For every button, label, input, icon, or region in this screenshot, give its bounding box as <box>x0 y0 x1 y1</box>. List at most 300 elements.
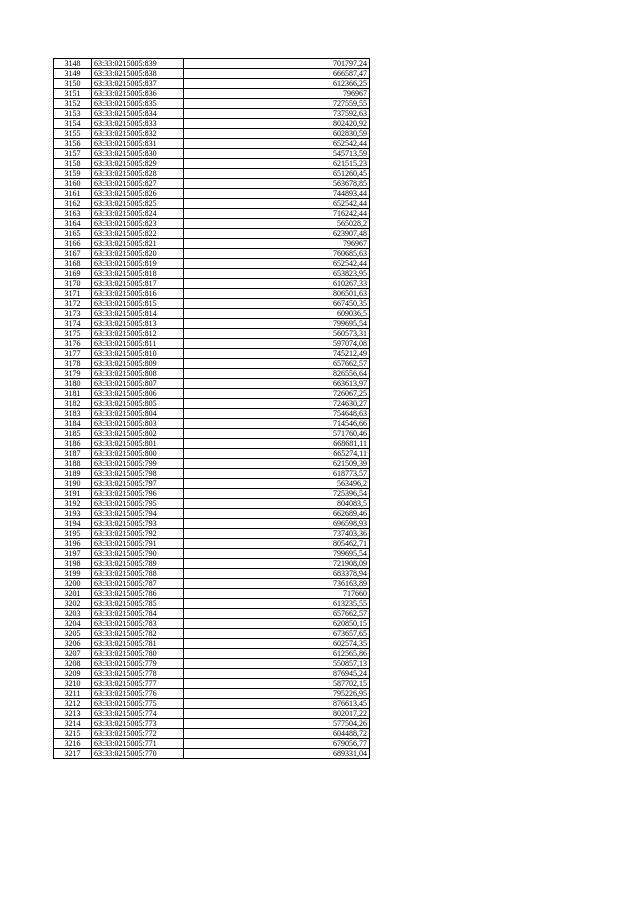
row-number-cell: 3153 <box>54 109 92 119</box>
table-row <box>54 349 370 359</box>
row-number-cell: 3179 <box>54 369 92 379</box>
row-number-cell: 3188 <box>54 459 92 469</box>
cadastral-prefix: 63:33:0215005: <box>94 379 145 388</box>
cadastral-prefix: 63:33:0215005: <box>94 369 145 378</box>
row-number-cell: 3165 <box>54 229 92 239</box>
cadastral-number-cell <box>92 579 184 589</box>
value-cell: 652542,44 <box>184 199 370 209</box>
value-cell: 745212,49 <box>184 349 370 359</box>
row-number-cell: 3186 <box>54 439 92 449</box>
cadastral-suffix: 796 <box>144 489 157 498</box>
cadastral-number-cell <box>92 229 184 239</box>
table-row <box>54 479 370 489</box>
row-number-cell: 3189 <box>54 469 92 479</box>
cadastral-number-cell <box>92 159 184 169</box>
cadastral-prefix: 63:33:0215005: <box>94 689 145 698</box>
value-cell: 652542,44 <box>184 139 370 149</box>
cadastral-suffix: 807 <box>144 379 157 388</box>
row-number-cell: 3210 <box>54 679 92 689</box>
cadastral-prefix: 63:33:0215005: <box>94 739 145 748</box>
table-row <box>54 519 370 529</box>
value-cell: 696598,93 <box>184 519 370 529</box>
row-number-cell: 3182 <box>54 399 92 409</box>
cadastral-prefix: 63:33:0215005: <box>94 179 145 188</box>
cadastral-prefix: 63:33:0215005: <box>94 299 145 308</box>
cadastral-number-cell <box>92 669 184 679</box>
cadastral-number-cell <box>92 269 184 279</box>
row-number-cell: 3166 <box>54 239 92 249</box>
row-number-cell: 3209 <box>54 669 92 679</box>
table-row <box>54 419 370 429</box>
table-row <box>54 159 370 169</box>
cadastral-suffix: 777 <box>144 679 157 688</box>
value-cell: 587702,15 <box>184 679 370 689</box>
cadastral-suffix: 804 <box>144 409 157 418</box>
table-row <box>54 239 370 249</box>
cadastral-suffix: 775 <box>144 699 157 708</box>
row-number-cell: 3168 <box>54 259 92 269</box>
row-number-cell: 3177 <box>54 349 92 359</box>
cadastral-prefix: 63:33:0215005: <box>94 509 145 518</box>
value-cell: 667450,35 <box>184 299 370 309</box>
value-cell: 689331,04 <box>184 749 370 759</box>
value-cell: 806501,63 <box>184 289 370 299</box>
cadastral-number-cell <box>92 329 184 339</box>
value-cell: 725396,54 <box>184 489 370 499</box>
cadastral-suffix: 800 <box>144 449 157 458</box>
cadastral-number-cell <box>92 419 184 429</box>
cadastral-suffix: 789 <box>144 559 157 568</box>
cadastral-number-cell <box>92 149 184 159</box>
row-number-cell: 3197 <box>54 549 92 559</box>
table-row <box>54 139 370 149</box>
value-cell: 652542,44 <box>184 259 370 269</box>
table-row <box>54 619 370 629</box>
cadastral-number-cell <box>92 609 184 619</box>
value-cell: 737592,63 <box>184 109 370 119</box>
cadastral-prefix: 63:33:0215005: <box>94 619 145 628</box>
table-row <box>54 529 370 539</box>
cadastral-suffix: 825 <box>144 199 157 208</box>
table-row <box>54 149 370 159</box>
cadastral-suffix: 817 <box>144 279 157 288</box>
row-number-cell: 3173 <box>54 309 92 319</box>
cadastral-number-cell <box>92 349 184 359</box>
cadastral-prefix: 63:33:0215005: <box>94 59 145 68</box>
value-cell: 602830,59 <box>184 129 370 139</box>
value-cell: 651260,45 <box>184 169 370 179</box>
table-row <box>54 209 370 219</box>
cadastral-suffix: 798 <box>144 469 157 478</box>
table-row <box>54 189 370 199</box>
cadastral-prefix: 63:33:0215005: <box>94 119 145 128</box>
cadastral-suffix: 830 <box>144 149 157 158</box>
cadastral-suffix: 787 <box>144 579 157 588</box>
value-cell: 657662,57 <box>184 359 370 369</box>
cadastral-prefix: 63:33:0215005: <box>94 719 145 728</box>
table-row <box>54 439 370 449</box>
value-cell: 604488,72 <box>184 729 370 739</box>
cadastral-number-cell <box>92 399 184 409</box>
value-cell: 679056,77 <box>184 739 370 749</box>
table-row <box>54 219 370 229</box>
cadastral-suffix: 824 <box>144 209 157 218</box>
cadastral-prefix: 63:33:0215005: <box>94 519 145 528</box>
row-number-cell: 3175 <box>54 329 92 339</box>
cadastral-number-cell <box>92 279 184 289</box>
value-cell: 799695,54 <box>184 319 370 329</box>
cadastral-suffix: 836 <box>144 89 157 98</box>
row-number-cell: 3170 <box>54 279 92 289</box>
value-cell: 668681,11 <box>184 439 370 449</box>
cadastral-number-cell <box>92 459 184 469</box>
cadastral-number-cell <box>92 89 184 99</box>
cadastral-number-cell <box>92 369 184 379</box>
value-cell: 620850,15 <box>184 619 370 629</box>
cadastral-prefix: 63:33:0215005: <box>94 259 145 268</box>
cadastral-number-cell <box>92 729 184 739</box>
cadastral-prefix: 63:33:0215005: <box>94 159 145 168</box>
table-row <box>54 569 370 579</box>
value-cell: 802017,22 <box>184 709 370 719</box>
cadastral-suffix: 773 <box>144 719 157 728</box>
cadastral-prefix: 63:33:0215005: <box>94 189 145 198</box>
table-row <box>54 699 370 709</box>
cadastral-suffix: 828 <box>144 169 157 178</box>
table-row <box>54 579 370 589</box>
cadastral-suffix: 832 <box>144 129 157 138</box>
cadastral-suffix: 782 <box>144 629 157 638</box>
cadastral-prefix: 63:33:0215005: <box>94 219 145 228</box>
table-row <box>54 499 370 509</box>
table-row <box>54 69 370 79</box>
row-number-cell: 3214 <box>54 719 92 729</box>
value-cell: 550857,13 <box>184 659 370 669</box>
cadastral-number-cell <box>92 389 184 399</box>
cadastral-number-cell <box>92 699 184 709</box>
table-row <box>54 369 370 379</box>
cadastral-number-cell <box>92 499 184 509</box>
table-row <box>54 669 370 679</box>
cadastral-prefix: 63:33:0215005: <box>94 479 145 488</box>
value-cell: 597074,08 <box>184 339 370 349</box>
cadastral-prefix: 63:33:0215005: <box>94 529 145 538</box>
cadastral-suffix: 806 <box>144 389 157 398</box>
cadastral-suffix: 797 <box>144 479 157 488</box>
cadastral-suffix: 784 <box>144 609 157 618</box>
row-number-cell: 3181 <box>54 389 92 399</box>
value-cell: 796967 <box>184 239 370 249</box>
cadastral-prefix: 63:33:0215005: <box>94 579 145 588</box>
cadastral-prefix: 63:33:0215005: <box>94 169 145 178</box>
table-row <box>54 279 370 289</box>
cadastral-suffix: 776 <box>144 689 157 698</box>
cadastral-suffix: 781 <box>144 639 157 648</box>
row-number-cell: 3163 <box>54 209 92 219</box>
value-cell: 571760,46 <box>184 429 370 439</box>
cadastral-prefix: 63:33:0215005: <box>94 639 145 648</box>
cadastral-suffix: 838 <box>144 69 157 78</box>
cadastral-suffix: 814 <box>144 309 157 318</box>
value-cell: 662689,46 <box>184 509 370 519</box>
table-row <box>54 59 370 69</box>
table-row <box>54 299 370 309</box>
table-row <box>54 639 370 649</box>
cadastral-suffix: 803 <box>144 419 157 428</box>
cadastral-number-cell <box>92 619 184 629</box>
value-cell: 799695,54 <box>184 549 370 559</box>
cadastral-prefix: 63:33:0215005: <box>94 89 145 98</box>
value-cell: 760685,63 <box>184 249 370 259</box>
table-row <box>54 629 370 639</box>
cadastral-suffix: 834 <box>144 109 157 118</box>
cadastral-suffix: 810 <box>144 349 157 358</box>
cadastral-prefix: 63:33:0215005: <box>94 569 145 578</box>
table-row <box>54 249 370 259</box>
cadastral-suffix: 827 <box>144 179 157 188</box>
cadastral-prefix: 63:33:0215005: <box>94 539 145 548</box>
cadastral-suffix: 823 <box>144 219 157 228</box>
cadastral-suffix: 790 <box>144 549 157 558</box>
value-cell: 618773,57 <box>184 469 370 479</box>
value-cell: 563496,2 <box>184 479 370 489</box>
cadastral-suffix: 799 <box>144 459 157 468</box>
row-number-cell: 3150 <box>54 79 92 89</box>
value-cell: 612565,86 <box>184 649 370 659</box>
cadastral-suffix: 792 <box>144 529 157 538</box>
cadastral-suffix: 837 <box>144 79 157 88</box>
table-row <box>54 719 370 729</box>
table-row <box>54 539 370 549</box>
cadastral-number-cell <box>92 709 184 719</box>
cadastral-prefix: 63:33:0215005: <box>94 699 145 708</box>
cadastral-number-cell <box>92 209 184 219</box>
row-number-cell: 3198 <box>54 559 92 569</box>
value-cell: 795226,95 <box>184 689 370 699</box>
cadastral-number-cell <box>92 179 184 189</box>
row-number-cell: 3154 <box>54 119 92 129</box>
row-number-cell: 3180 <box>54 379 92 389</box>
cadastral-number-cell <box>92 749 184 759</box>
value-cell: 724630,27 <box>184 399 370 409</box>
value-cell: 665274,11 <box>184 449 370 459</box>
cadastral-suffix: 821 <box>144 239 157 248</box>
table-row <box>54 739 370 749</box>
cadastral-number-cell <box>92 529 184 539</box>
row-number-cell: 3216 <box>54 739 92 749</box>
table-row <box>54 399 370 409</box>
value-cell: 673657,65 <box>184 629 370 639</box>
cadastral-number-cell <box>92 469 184 479</box>
cadastral-suffix: 811 <box>144 339 157 348</box>
cadastral-number-cell <box>92 539 184 549</box>
table-row <box>54 89 370 99</box>
value-cell: 721908,09 <box>184 559 370 569</box>
table-row <box>54 109 370 119</box>
cadastral-prefix: 63:33:0215005: <box>94 339 145 348</box>
cadastral-number-cell <box>92 689 184 699</box>
value-cell: 666587,47 <box>184 69 370 79</box>
table-row <box>54 129 370 139</box>
cadastral-prefix: 63:33:0215005: <box>94 549 145 558</box>
cadastral-suffix: 839 <box>144 59 157 68</box>
cadastral-number-cell <box>92 659 184 669</box>
row-number-cell: 3172 <box>54 299 92 309</box>
cadastral-suffix: 772 <box>144 729 157 738</box>
cadastral-prefix: 63:33:0215005: <box>94 679 145 688</box>
cadastral-suffix: 818 <box>144 269 157 278</box>
row-number-cell: 3211 <box>54 689 92 699</box>
table-row <box>54 179 370 189</box>
cadastral-prefix: 63:33:0215005: <box>94 309 145 318</box>
row-number-cell: 3169 <box>54 269 92 279</box>
row-number-cell: 3193 <box>54 509 92 519</box>
table-row <box>54 309 370 319</box>
cadastral-prefix: 63:33:0215005: <box>94 329 145 338</box>
row-number-cell: 3159 <box>54 169 92 179</box>
row-number-cell: 3213 <box>54 709 92 719</box>
cadastral-prefix: 63:33:0215005: <box>94 469 145 478</box>
cadastral-number-cell <box>92 489 184 499</box>
table-row <box>54 429 370 439</box>
value-cell: 804083,5 <box>184 499 370 509</box>
cadastral-prefix: 63:33:0215005: <box>94 459 145 468</box>
row-number-cell: 3208 <box>54 659 92 669</box>
cadastral-suffix: 778 <box>144 669 157 678</box>
table-row <box>54 389 370 399</box>
cadastral-prefix: 63:33:0215005: <box>94 149 145 158</box>
row-number-cell: 3149 <box>54 69 92 79</box>
cadastral-suffix: 805 <box>144 399 157 408</box>
value-cell: 716242,44 <box>184 209 370 219</box>
cadastral-prefix: 63:33:0215005: <box>94 429 145 438</box>
table-row <box>54 329 370 339</box>
cadastral-prefix: 63:33:0215005: <box>94 229 145 238</box>
row-number-cell: 3206 <box>54 639 92 649</box>
cadastral-number-cell <box>92 439 184 449</box>
row-number-cell: 3201 <box>54 589 92 599</box>
row-number-cell: 3190 <box>54 479 92 489</box>
row-number-cell: 3178 <box>54 359 92 369</box>
cadastral-number-cell <box>92 79 184 89</box>
cadastral-suffix: 786 <box>144 589 157 598</box>
value-cell: 805462,71 <box>184 539 370 549</box>
value-cell: 717660 <box>184 589 370 599</box>
cadastral-suffix: 771 <box>144 739 157 748</box>
cadastral-number-cell <box>92 59 184 69</box>
cadastral-suffix: 813 <box>144 319 157 328</box>
row-number-cell: 3174 <box>54 319 92 329</box>
cadastral-number-cell <box>92 199 184 209</box>
table-row <box>54 679 370 689</box>
row-number-cell: 3164 <box>54 219 92 229</box>
row-number-cell: 3203 <box>54 609 92 619</box>
table-row <box>54 339 370 349</box>
row-number-cell: 3185 <box>54 429 92 439</box>
table-row <box>54 289 370 299</box>
table-row <box>54 459 370 469</box>
cadastral-prefix: 63:33:0215005: <box>94 599 145 608</box>
row-number-cell: 3202 <box>54 599 92 609</box>
value-cell: 621509,39 <box>184 459 370 469</box>
cadastral-number-cell <box>92 189 184 199</box>
cadastral-prefix: 63:33:0215005: <box>94 79 145 88</box>
cadastral-number-cell <box>92 299 184 309</box>
value-cell: 612366,25 <box>184 79 370 89</box>
cadastral-suffix: 793 <box>144 519 157 528</box>
table-row <box>54 259 370 269</box>
cadastral-number-cell <box>92 509 184 519</box>
cadastral-prefix: 63:33:0215005: <box>94 209 145 218</box>
cadastral-prefix: 63:33:0215005: <box>94 559 145 568</box>
cadastral-suffix: 816 <box>144 289 157 298</box>
table-row <box>54 269 370 279</box>
table-row <box>54 319 370 329</box>
table-row <box>54 689 370 699</box>
cadastral-prefix: 63:33:0215005: <box>94 489 145 498</box>
cadastral-prefix: 63:33:0215005: <box>94 659 145 668</box>
cadastral-prefix: 63:33:0215005: <box>94 409 145 418</box>
value-cell: 623907,48 <box>184 229 370 239</box>
row-number-cell: 3207 <box>54 649 92 659</box>
row-number-cell: 3152 <box>54 99 92 109</box>
row-number-cell: 3161 <box>54 189 92 199</box>
cadastral-number-cell <box>92 639 184 649</box>
cadastral-number-cell <box>92 719 184 729</box>
value-cell: 744893,44 <box>184 189 370 199</box>
cadastral-suffix: 835 <box>144 99 157 108</box>
table-body <box>54 59 370 759</box>
row-number-cell: 3148 <box>54 59 92 69</box>
table-row <box>54 489 370 499</box>
cadastral-number-cell <box>92 139 184 149</box>
cadastral-number-cell <box>92 549 184 559</box>
row-number-cell: 3199 <box>54 569 92 579</box>
table-row <box>54 409 370 419</box>
cadastral-prefix: 63:33:0215005: <box>94 749 145 758</box>
cadastral-prefix: 63:33:0215005: <box>94 349 145 358</box>
cadastral-prefix: 63:33:0215005: <box>94 359 145 368</box>
cadastral-suffix: 815 <box>144 299 157 308</box>
cadastral-prefix: 63:33:0215005: <box>94 729 145 738</box>
value-cell: 610267,33 <box>184 279 370 289</box>
cadastral-number-cell <box>92 169 184 179</box>
cadastral-prefix: 63:33:0215005: <box>94 389 145 398</box>
cadastral-number-cell <box>92 519 184 529</box>
row-number-cell: 3192 <box>54 499 92 509</box>
table-row <box>54 359 370 369</box>
cadastral-prefix: 63:33:0215005: <box>94 629 145 638</box>
cadastral-number-cell <box>92 559 184 569</box>
cadastral-number-cell <box>92 339 184 349</box>
row-number-cell: 3167 <box>54 249 92 259</box>
cadastral-prefix: 63:33:0215005: <box>94 129 145 138</box>
cadastral-number-cell <box>92 219 184 229</box>
table-row <box>54 549 370 559</box>
cadastral-number-cell <box>92 109 184 119</box>
row-number-cell: 3157 <box>54 149 92 159</box>
cadastral-suffix: 770 <box>144 749 157 758</box>
row-number-cell: 3191 <box>54 489 92 499</box>
cadastral-prefix: 63:33:0215005: <box>94 249 145 258</box>
cadastral-suffix: 795 <box>144 499 157 508</box>
table-row <box>54 729 370 739</box>
table-row <box>54 119 370 129</box>
cadastral-number-cell <box>92 259 184 269</box>
table-row <box>54 449 370 459</box>
cadastral-prefix: 63:33:0215005: <box>94 99 145 108</box>
row-number-cell: 3217 <box>54 749 92 759</box>
